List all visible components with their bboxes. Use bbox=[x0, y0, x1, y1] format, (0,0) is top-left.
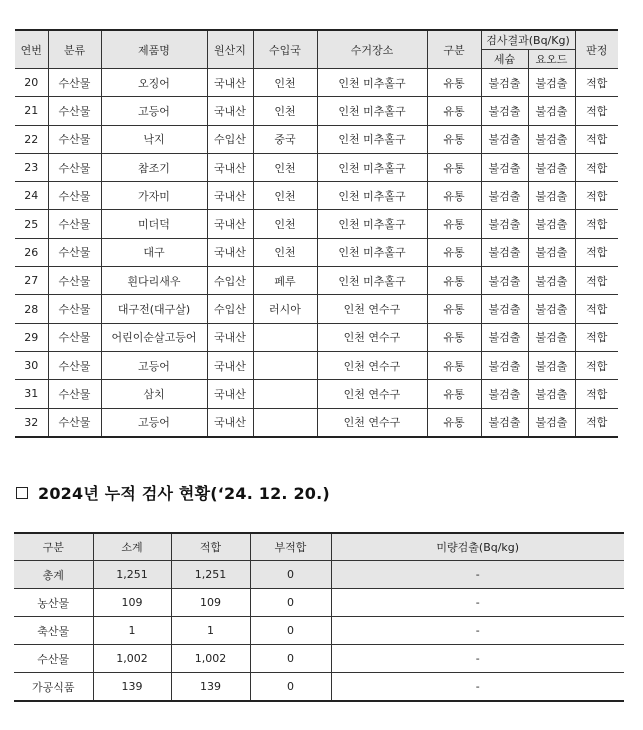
table-row bbox=[15, 295, 618, 323]
cell-product: 고등어 bbox=[101, 408, 207, 437]
summary-cell-division: 가공식품 bbox=[14, 673, 93, 702]
summary-cell-trace: - bbox=[331, 645, 624, 673]
section-title bbox=[16, 481, 330, 504]
cell-judgment: 적합 bbox=[575, 238, 618, 266]
summary-cell-trace: - bbox=[331, 561, 624, 589]
cell-collection-place: 인천 연수구 bbox=[317, 380, 427, 408]
cell-no: 28 bbox=[15, 295, 48, 323]
table-row bbox=[15, 351, 618, 379]
cell-origin: 수입산 bbox=[207, 267, 253, 295]
summary-cell-division: 농산물 bbox=[14, 589, 93, 617]
cell-collection-place: 인천 미추홀구 bbox=[317, 125, 427, 153]
cell-category: 수산물 bbox=[48, 153, 101, 181]
summary-cell-subtotal: 109 bbox=[93, 589, 171, 617]
cell-collection-place: 인천 미추홀구 bbox=[317, 153, 427, 181]
cell-category: 수산물 bbox=[48, 97, 101, 125]
cell-cesium: 불검출 bbox=[481, 351, 528, 379]
cell-collection-place: 인천 연수구 bbox=[317, 323, 427, 351]
cell-origin: 국내산 bbox=[207, 408, 253, 437]
cell-origin: 국내산 bbox=[207, 210, 253, 238]
cell-category: 수산물 bbox=[48, 238, 101, 266]
cell-product: 대구 bbox=[101, 238, 207, 266]
cell-import-country bbox=[253, 380, 317, 408]
summary-header-subtotal: 소계 bbox=[93, 533, 171, 561]
cell-collection-place: 인천 미추홀구 bbox=[317, 69, 427, 97]
summary-row bbox=[14, 673, 624, 702]
header-product: 제품명 bbox=[101, 30, 207, 69]
summary-cell-fail: 0 bbox=[250, 617, 331, 645]
cell-judgment: 적합 bbox=[575, 323, 618, 351]
cell-product: 참조기 bbox=[101, 153, 207, 181]
cell-division: 유통 bbox=[427, 323, 481, 351]
cell-judgment: 적합 bbox=[575, 351, 618, 379]
cell-division: 유통 bbox=[427, 295, 481, 323]
cell-import-country: 인천 bbox=[253, 153, 317, 181]
cell-no: 25 bbox=[15, 210, 48, 238]
cell-cesium: 불검출 bbox=[481, 125, 528, 153]
summary-cell-division: 총계 bbox=[14, 561, 93, 589]
summary-table-body bbox=[14, 561, 624, 702]
summary-cell-subtotal: 1,002 bbox=[93, 645, 171, 673]
cell-no: 26 bbox=[15, 238, 48, 266]
cell-origin: 국내산 bbox=[207, 97, 253, 125]
cell-no: 29 bbox=[15, 323, 48, 351]
cell-import-country: 인천 bbox=[253, 97, 317, 125]
cell-origin: 수입산 bbox=[207, 295, 253, 323]
cell-import-country bbox=[253, 351, 317, 379]
summary-cell-fail: 0 bbox=[250, 645, 331, 673]
cell-cesium: 불검출 bbox=[481, 97, 528, 125]
summary-cell-fail: 0 bbox=[250, 561, 331, 589]
cell-category: 수산물 bbox=[48, 125, 101, 153]
cell-collection-place: 인천 미추홀구 bbox=[317, 238, 427, 266]
cell-no: 24 bbox=[15, 182, 48, 210]
cell-import-country: 인천 bbox=[253, 238, 317, 266]
cell-division: 유통 bbox=[427, 153, 481, 181]
section-title-text: 2024년 누적 검사 현황(‘24. 12. 20.) bbox=[38, 484, 330, 503]
cell-category: 수산물 bbox=[48, 323, 101, 351]
summary-header-trace: 미량검출(Bq/kg) bbox=[331, 533, 624, 561]
table-row bbox=[15, 182, 618, 210]
summary-cell-fail: 0 bbox=[250, 589, 331, 617]
cell-product: 고등어 bbox=[101, 97, 207, 125]
cell-cesium: 불검출 bbox=[481, 380, 528, 408]
summary-row bbox=[14, 645, 624, 673]
summary-cell-subtotal: 139 bbox=[93, 673, 171, 702]
cell-product: 가자미 bbox=[101, 182, 207, 210]
cell-iodine: 불검출 bbox=[528, 69, 575, 97]
cell-origin: 국내산 bbox=[207, 182, 253, 210]
cell-origin: 국내산 bbox=[207, 380, 253, 408]
cell-division: 유통 bbox=[427, 351, 481, 379]
cell-collection-place: 인천 미추홀구 bbox=[317, 210, 427, 238]
cell-cesium: 불검출 bbox=[481, 238, 528, 266]
cell-iodine: 불검출 bbox=[528, 210, 575, 238]
cell-division: 유통 bbox=[427, 97, 481, 125]
summary-cell-pass: 1 bbox=[171, 617, 250, 645]
cell-no: 31 bbox=[15, 380, 48, 408]
cell-judgment: 적합 bbox=[575, 69, 618, 97]
checkbox-square-icon bbox=[16, 487, 28, 499]
cell-no: 21 bbox=[15, 97, 48, 125]
cell-cesium: 불검출 bbox=[481, 69, 528, 97]
summary-cell-pass: 1,002 bbox=[171, 645, 250, 673]
cell-division: 유통 bbox=[427, 182, 481, 210]
cell-judgment: 적합 bbox=[575, 153, 618, 181]
cell-product: 고등어 bbox=[101, 351, 207, 379]
header-category: 분류 bbox=[48, 30, 101, 69]
cell-no: 23 bbox=[15, 153, 48, 181]
table-row bbox=[15, 210, 618, 238]
table-row bbox=[15, 267, 618, 295]
cell-no: 30 bbox=[15, 351, 48, 379]
cell-category: 수산물 bbox=[48, 267, 101, 295]
cell-no: 22 bbox=[15, 125, 48, 153]
inspection-results-table bbox=[15, 29, 618, 438]
cell-division: 유통 bbox=[427, 380, 481, 408]
header-result-group: 검사결과(Bq/Kg) bbox=[481, 30, 575, 50]
cell-import-country bbox=[253, 408, 317, 437]
header-division: 구분 bbox=[427, 30, 481, 69]
header-judgment: 판정 bbox=[575, 30, 618, 69]
table-row bbox=[15, 380, 618, 408]
cell-division: 유통 bbox=[427, 267, 481, 295]
cell-iodine: 불검출 bbox=[528, 295, 575, 323]
header-cesium: 세슘 bbox=[481, 50, 528, 69]
cell-import-country: 인천 bbox=[253, 210, 317, 238]
cell-collection-place: 인천 연수구 bbox=[317, 408, 427, 437]
summary-row bbox=[14, 589, 624, 617]
table-row bbox=[15, 153, 618, 181]
summary-cell-trace: - bbox=[331, 673, 624, 702]
cell-iodine: 불검출 bbox=[528, 125, 575, 153]
cell-cesium: 불검출 bbox=[481, 408, 528, 437]
table-row bbox=[15, 69, 618, 97]
cell-import-country: 러시아 bbox=[253, 295, 317, 323]
cell-cesium: 불검출 bbox=[481, 323, 528, 351]
cell-product: 삼치 bbox=[101, 380, 207, 408]
cell-cesium: 불검출 bbox=[481, 267, 528, 295]
cumulative-summary-table bbox=[14, 532, 624, 702]
cell-judgment: 적합 bbox=[575, 295, 618, 323]
table-row bbox=[15, 323, 618, 351]
cell-division: 유통 bbox=[427, 238, 481, 266]
cell-import-country: 인천 bbox=[253, 69, 317, 97]
cell-iodine: 불검출 bbox=[528, 408, 575, 437]
summary-cell-pass: 1,251 bbox=[171, 561, 250, 589]
cell-product: 미더덕 bbox=[101, 210, 207, 238]
cell-origin: 국내산 bbox=[207, 323, 253, 351]
cell-category: 수산물 bbox=[48, 380, 101, 408]
cell-import-country: 중국 bbox=[253, 125, 317, 153]
summary-cell-pass: 109 bbox=[171, 589, 250, 617]
cell-collection-place: 인천 미추홀구 bbox=[317, 267, 427, 295]
cell-product: 대구전(대구살) bbox=[101, 295, 207, 323]
cell-origin: 수입산 bbox=[207, 125, 253, 153]
table-row bbox=[15, 408, 618, 437]
cell-import-country: 페루 bbox=[253, 267, 317, 295]
cell-no: 32 bbox=[15, 408, 48, 437]
cell-cesium: 불검출 bbox=[481, 153, 528, 181]
cell-iodine: 불검출 bbox=[528, 267, 575, 295]
summary-cell-trace: - bbox=[331, 589, 624, 617]
summary-cell-subtotal: 1 bbox=[93, 617, 171, 645]
cell-no: 20 bbox=[15, 69, 48, 97]
summary-cell-division: 수산물 bbox=[14, 645, 93, 673]
summary-cell-division: 축산물 bbox=[14, 617, 93, 645]
cell-origin: 국내산 bbox=[207, 351, 253, 379]
cell-judgment: 적합 bbox=[575, 210, 618, 238]
cell-no: 27 bbox=[15, 267, 48, 295]
cell-iodine: 불검출 bbox=[528, 238, 575, 266]
cell-judgment: 적합 bbox=[575, 267, 618, 295]
cell-origin: 국내산 bbox=[207, 238, 253, 266]
header-import-country: 수입국 bbox=[253, 30, 317, 69]
cell-judgment: 적합 bbox=[575, 125, 618, 153]
summary-cell-subtotal: 1,251 bbox=[93, 561, 171, 589]
cell-judgment: 적합 bbox=[575, 408, 618, 437]
cell-collection-place: 인천 연수구 bbox=[317, 295, 427, 323]
cell-judgment: 적합 bbox=[575, 182, 618, 210]
cell-category: 수산물 bbox=[48, 295, 101, 323]
header-iodine: 요오드 bbox=[528, 50, 575, 69]
cell-cesium: 불검출 bbox=[481, 295, 528, 323]
cell-category: 수산물 bbox=[48, 69, 101, 97]
cell-division: 유통 bbox=[427, 125, 481, 153]
cell-judgment: 적합 bbox=[575, 97, 618, 125]
cell-product: 오징어 bbox=[101, 69, 207, 97]
cell-collection-place: 인천 미추홀구 bbox=[317, 182, 427, 210]
summary-row bbox=[14, 617, 624, 645]
header-origin: 원산지 bbox=[207, 30, 253, 69]
summary-row bbox=[14, 561, 624, 589]
cell-iodine: 불검출 bbox=[528, 153, 575, 181]
cell-import-country bbox=[253, 323, 317, 351]
cell-division: 유통 bbox=[427, 69, 481, 97]
cell-collection-place: 인천 미추홀구 bbox=[317, 97, 427, 125]
summary-header-division: 구분 bbox=[14, 533, 93, 561]
cell-collection-place: 인천 연수구 bbox=[317, 351, 427, 379]
summary-cell-trace: - bbox=[331, 617, 624, 645]
cell-category: 수산물 bbox=[48, 210, 101, 238]
summary-header-fail: 부적합 bbox=[250, 533, 331, 561]
cell-category: 수산물 bbox=[48, 351, 101, 379]
summary-header-pass: 적합 bbox=[171, 533, 250, 561]
cell-import-country: 인천 bbox=[253, 182, 317, 210]
cell-origin: 국내산 bbox=[207, 69, 253, 97]
cell-product: 흰다리새우 bbox=[101, 267, 207, 295]
cell-category: 수산물 bbox=[48, 408, 101, 437]
inspection-table-body bbox=[15, 69, 618, 437]
cell-iodine: 불검출 bbox=[528, 182, 575, 210]
cell-iodine: 불검출 bbox=[528, 351, 575, 379]
cell-product: 낙지 bbox=[101, 125, 207, 153]
table-row bbox=[15, 97, 618, 125]
cell-cesium: 불검출 bbox=[481, 210, 528, 238]
cell-cesium: 불검출 bbox=[481, 182, 528, 210]
cell-iodine: 불검출 bbox=[528, 380, 575, 408]
cell-product: 어린이순살고등어 bbox=[101, 323, 207, 351]
summary-cell-fail: 0 bbox=[250, 673, 331, 702]
cell-iodine: 불검출 bbox=[528, 323, 575, 351]
table-row bbox=[15, 238, 618, 266]
header-no: 연번 bbox=[15, 30, 48, 69]
cell-iodine: 불검출 bbox=[528, 97, 575, 125]
cell-category: 수산물 bbox=[48, 182, 101, 210]
summary-cell-pass: 139 bbox=[171, 673, 250, 702]
header-collection-place: 수거장소 bbox=[317, 30, 427, 69]
table-row bbox=[15, 125, 618, 153]
cell-judgment: 적합 bbox=[575, 380, 618, 408]
cell-division: 유통 bbox=[427, 210, 481, 238]
cell-origin: 국내산 bbox=[207, 153, 253, 181]
cell-division: 유통 bbox=[427, 408, 481, 437]
